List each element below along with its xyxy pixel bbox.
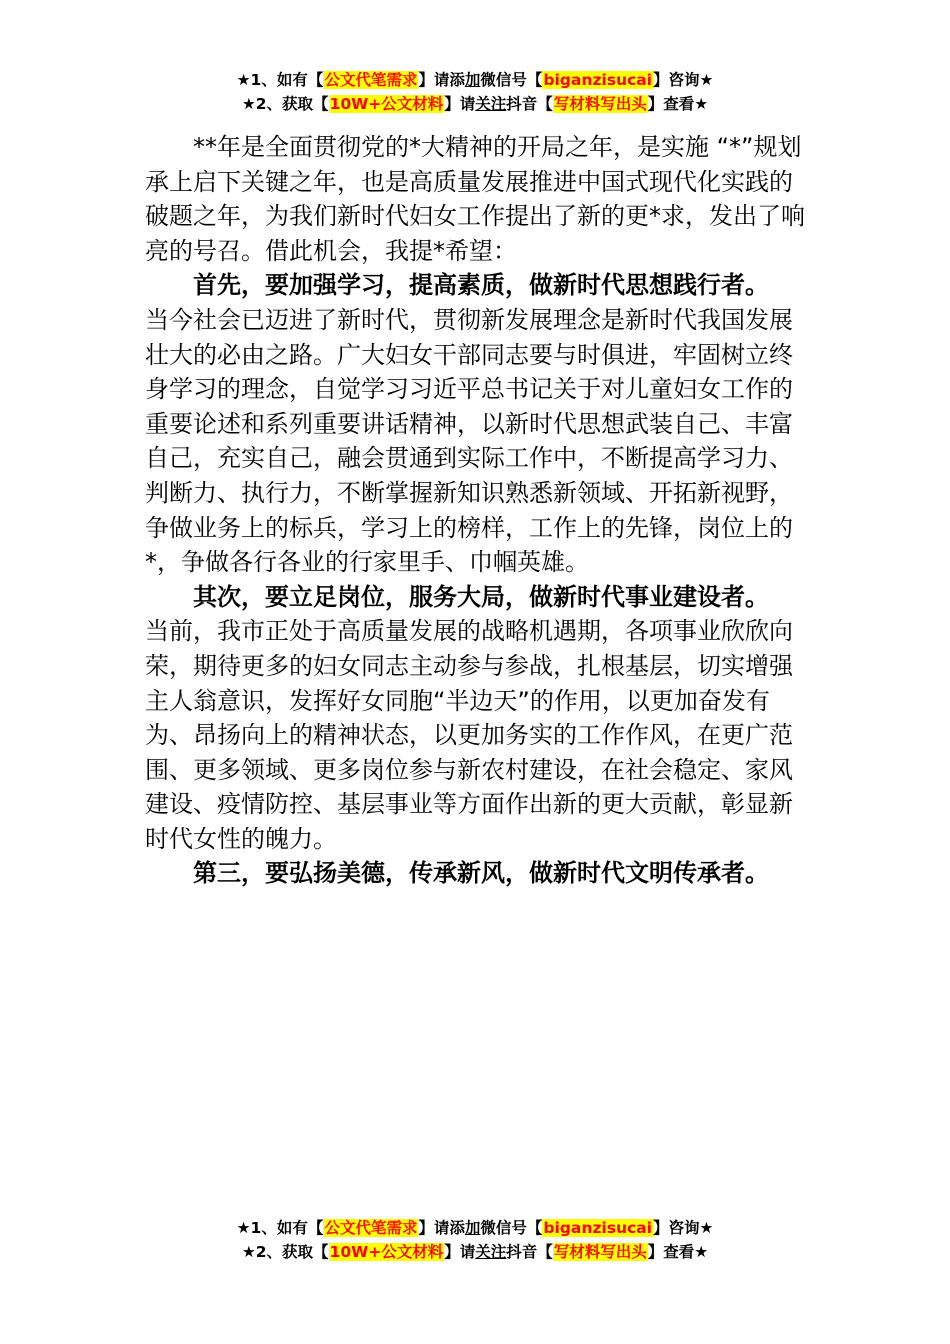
highlight-douyin-account: 写材料写出头 bbox=[553, 95, 647, 113]
banner-text: 】请 bbox=[444, 1243, 476, 1261]
highlight-douyin-account: 写材料写出头 bbox=[553, 1243, 647, 1261]
highlight-wechat-id: biganzisucai bbox=[543, 71, 652, 89]
section-1-body: 当今社会已迈进了新时代，贯彻新发展理念是新时代我国发展壮大的必由之路。广大妇女干部同志要与时俱进，牢固树立终身学习的理念，自觉学习习近平总书记关于对儿童妇女工作的重要论述和系列重要讲话精神，以新时代思想武装自己、丰富自己，充实自己，融会贯通到实际工作中，不断提高学习力、判断力、执行力，不断掌握新知识熟悉新领域、开拓新视野，争做业务上的标兵，学习上的榜样，工作上的先锋，岗位上的*，争做各行各业的行家里手、巾帼英雄。 bbox=[145, 305, 793, 577]
banner-text: 抖音【 bbox=[506, 1243, 553, 1261]
banner-underlined-text: 加 bbox=[464, 71, 481, 89]
banner-underlined-text: 关注 bbox=[475, 1243, 507, 1261]
banner-text: ★1、如有【 bbox=[236, 1219, 324, 1237]
section-3-heading: 第三，要弘扬美德，传承新风，做新时代文明传承者。 bbox=[193, 859, 769, 888]
document-body bbox=[145, 130, 815, 891]
banner-line-2 bbox=[0, 1240, 950, 1264]
highlight-service: 公文代笔需求 bbox=[324, 1219, 418, 1237]
highlight-materials: 10W+公文材料 bbox=[329, 1243, 444, 1261]
banner-line-1 bbox=[0, 1216, 950, 1240]
banner-underlined-text: 关注 bbox=[475, 95, 507, 113]
section-2-heading: 其次，要立足岗位，服务大局，做新时代事业建设者。 bbox=[193, 582, 769, 611]
section-1-heading: 首先，要加强学习，提高素质，做新时代思想践行者。 bbox=[193, 271, 769, 300]
banner-line-1 bbox=[0, 68, 950, 92]
banner-line-2 bbox=[0, 92, 950, 116]
banner-text: 】请添 bbox=[418, 1219, 465, 1237]
banner-text: 】查看★ bbox=[647, 1243, 709, 1261]
intro-paragraph: **年是全面贯彻党的*大精神的开局之年，是实施 “*”规划承上启下关键之年，也是高质量发展推进中国式现代化实践的破题之年，为我们新时代妇女工作提出了新的更*求，发出了响亮的号召。借此机会，我提*希望： bbox=[145, 133, 805, 265]
banner-text: ★2、获取【 bbox=[241, 1243, 329, 1261]
banner-text: 】咨询★ bbox=[652, 1219, 714, 1237]
banner-text: 】咨询★ bbox=[652, 71, 714, 89]
banner-text: ★2、获取【 bbox=[241, 95, 329, 113]
banner-text: 】请添 bbox=[418, 71, 465, 89]
banner-text: ★1、如有【 bbox=[236, 71, 324, 89]
banner-text: 抖音【 bbox=[506, 95, 553, 113]
footer-banner bbox=[0, 1216, 950, 1264]
banner-text: 】请 bbox=[444, 95, 476, 113]
highlight-wechat-id: biganzisucai bbox=[543, 1219, 652, 1237]
highlight-service: 公文代笔需求 bbox=[324, 71, 418, 89]
banner-underlined-text: 加 bbox=[464, 1219, 481, 1237]
highlight-materials: 10W+公文材料 bbox=[329, 95, 444, 113]
banner-text: 】查看★ bbox=[647, 95, 709, 113]
section-2-body: 当前，我市正处于高质量发展的战略机遇期，各项事业欣欣向荣，期待更多的妇女同志主动参与参战，扎根基层，切实增强主人翁意识，发挥好女同胞“半边天”的作用，以更加奋发有为、昂扬向上的精神状态，以更加务实的工作作风，在更广范围、更多领域、更多岗位参与新农村建设，在社会稳定、家风建设、疫情防控、基层事业等方面作出新的更大贡献，彰显新时代女性的魄力。 bbox=[145, 617, 793, 853]
banner-text: 微信号【 bbox=[480, 1219, 543, 1237]
banner-text: 微信号【 bbox=[480, 71, 543, 89]
header-banner bbox=[0, 68, 950, 116]
